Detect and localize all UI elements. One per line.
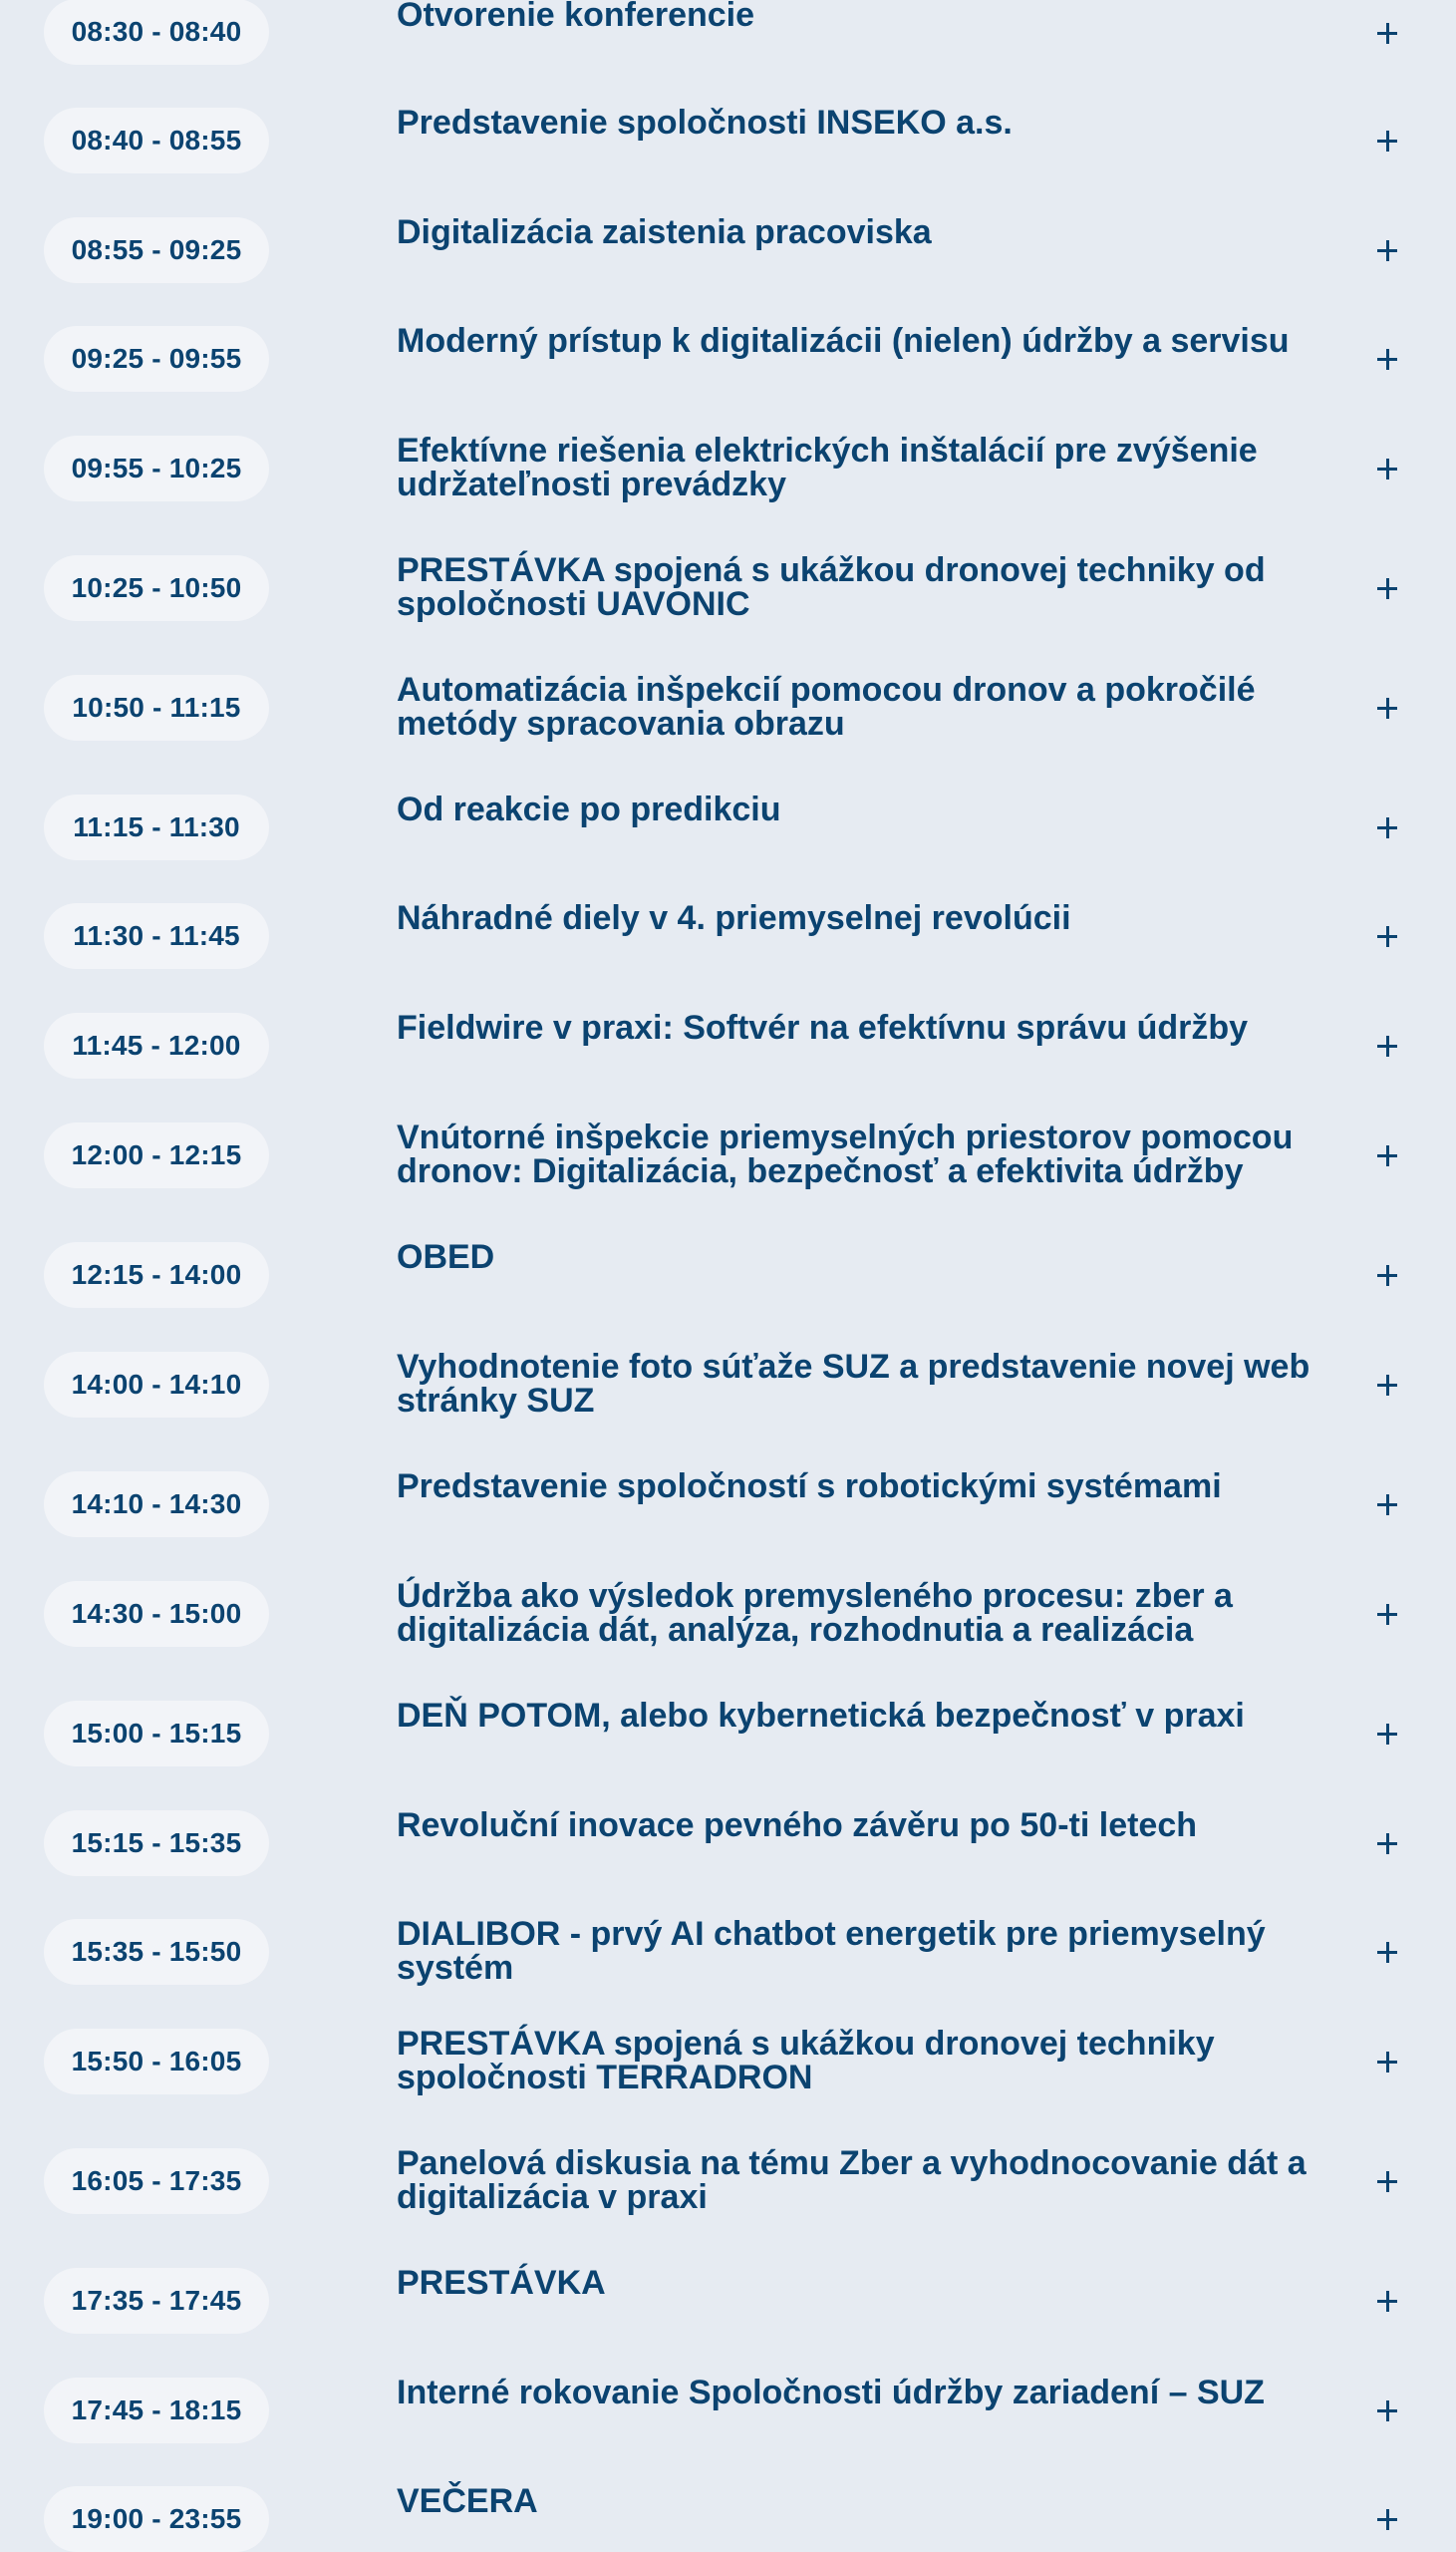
agenda-item-title[interactable]: Digitalizácia zaistenia pracoviska — [397, 213, 932, 251]
time-badge: 14:10 - 14:30 — [44, 1471, 269, 1537]
time-badge: 15:35 - 15:50 — [44, 1919, 269, 1985]
time-badge: 15:50 - 16:05 — [44, 2029, 269, 2094]
time-badge: 14:30 - 15:00 — [44, 1581, 269, 1647]
plus-icon[interactable] — [1372, 1260, 1402, 1290]
time-badge: 17:45 - 18:15 — [44, 2378, 269, 2443]
plus-icon[interactable] — [1372, 2047, 1402, 2076]
plus-icon[interactable] — [1372, 1370, 1402, 1400]
time-badge: 17:35 - 17:45 — [44, 2268, 269, 2334]
agenda-item-title[interactable]: Panelová diskusia na tému Zber a vyhodnocovanie dát a digitalizácia v praxi — [397, 2144, 1307, 2216]
agenda-item-title[interactable]: DIALIBOR - prvý AI chatbot energetik pre priemyselný systém — [397, 1915, 1266, 1987]
agenda-item-title[interactable]: Otvorenie konferencie — [397, 0, 755, 34]
plus-icon[interactable] — [1372, 1599, 1402, 1629]
agenda-item-title[interactable]: OBED — [397, 1238, 495, 1276]
plus-icon[interactable] — [1372, 126, 1402, 156]
agenda-item-title[interactable]: VEČERA — [397, 2482, 538, 2520]
plus-icon[interactable] — [1372, 2395, 1402, 2425]
time-badge: 10:25 - 10:50 — [44, 555, 269, 621]
plus-icon[interactable] — [1372, 1489, 1402, 1519]
agenda-item-title[interactable]: Od reakcie po predikciu — [397, 791, 781, 828]
time-badge: 10:50 - 11:15 — [44, 675, 269, 741]
agenda-item-title[interactable]: Fieldwire v praxi: Softvér na efektívnu správu údržby — [397, 1009, 1249, 1047]
plus-icon[interactable] — [1372, 812, 1402, 842]
time-badge: 12:15 - 14:00 — [44, 1242, 269, 1308]
plus-icon[interactable] — [1372, 1937, 1402, 1967]
plus-icon[interactable] — [1372, 2286, 1402, 2316]
agenda-item-title[interactable]: Interné rokovanie Spoločnosti údržby zariadení – SUZ — [397, 2374, 1265, 2411]
time-badge: 11:15 - 11:30 — [44, 795, 269, 860]
time-badge: 11:30 - 11:45 — [44, 903, 269, 969]
agenda-item-title[interactable]: Vnútorné inšpekcie priemyselných priestorov pomocou dronov: Digitalizácia, bezpečnosť a efektivita údržby — [397, 1118, 1294, 1190]
plus-icon[interactable] — [1372, 1828, 1402, 1858]
agenda-item-title[interactable]: Efektívne riešenia elektrických inštalácií pre zvýšenie udržateľnosti prevádzky — [397, 432, 1258, 503]
plus-icon[interactable] — [1372, 693, 1402, 723]
agenda-item-title[interactable]: Automatizácia inšpekcií pomocou dronov a pokročilé metódy spracovania obrazu — [397, 671, 1256, 743]
time-badge: 16:05 - 17:35 — [44, 2148, 269, 2214]
agenda-item-title[interactable]: PRESTÁVKA — [397, 2264, 606, 2302]
time-badge: 08:40 - 08:55 — [44, 108, 269, 173]
plus-icon[interactable] — [1372, 2504, 1402, 2534]
agenda-item-title[interactable]: Revoluční inovace pevného závěru po 50-ti letech — [397, 1806, 1198, 1844]
agenda-item-title[interactable]: Predstavenie spoločnosti INSEKO a.s. — [397, 104, 1013, 142]
agenda-item-title[interactable]: Náhradné diely v 4. priemyselnej revolúcii — [397, 899, 1071, 937]
time-badge: 09:55 - 10:25 — [44, 436, 269, 501]
plus-icon[interactable] — [1372, 454, 1402, 483]
agenda-item-title[interactable]: PRESTÁVKA spojená s ukážkou dronovej techniky spoločnosti TERRADRON — [397, 2025, 1215, 2096]
time-badge: 15:15 - 15:35 — [44, 1810, 269, 1876]
plus-icon[interactable] — [1372, 1031, 1402, 1061]
plus-icon[interactable] — [1372, 921, 1402, 951]
plus-icon[interactable] — [1372, 18, 1402, 48]
time-badge: 09:25 - 09:55 — [44, 326, 269, 392]
plus-icon[interactable] — [1372, 2166, 1402, 2196]
time-badge: 12:00 - 12:15 — [44, 1122, 269, 1188]
agenda-item-title[interactable]: Predstavenie spoločností s robotickými systémami — [397, 1467, 1222, 1505]
agenda-item-title[interactable]: PRESTÁVKA spojená s ukážkou dronovej techniky od spoločnosti UAVONIC — [397, 551, 1266, 623]
plus-icon[interactable] — [1372, 344, 1402, 374]
agenda-item-title[interactable]: Moderný prístup k digitalizácii (nielen) údržby a servisu — [397, 322, 1290, 360]
time-badge: 15:00 - 15:15 — [44, 1701, 269, 1766]
agenda-item-title[interactable]: Vyhodnotenie foto súťaže SUZ a predstavenie novej web stránky SUZ — [397, 1348, 1310, 1420]
plus-icon[interactable] — [1372, 235, 1402, 265]
agenda-item-title[interactable]: Údržba ako výsledok premysleného procesu: zber a digitalizácia dát, analýza, rozhodnutia a realizácia — [397, 1577, 1233, 1649]
plus-icon[interactable] — [1372, 1140, 1402, 1170]
time-badge: 08:30 - 08:40 — [44, 0, 269, 65]
plus-icon[interactable] — [1372, 573, 1402, 603]
time-badge: 11:45 - 12:00 — [44, 1013, 269, 1079]
time-badge: 19:00 - 23:55 — [44, 2486, 269, 2552]
time-badge: 14:00 - 14:10 — [44, 1352, 269, 1418]
plus-icon[interactable] — [1372, 1719, 1402, 1749]
time-badge: 08:55 - 09:25 — [44, 217, 269, 283]
agenda-item-title[interactable]: DEŇ POTOM, alebo kybernetická bezpečnosť v praxi — [397, 1697, 1245, 1735]
